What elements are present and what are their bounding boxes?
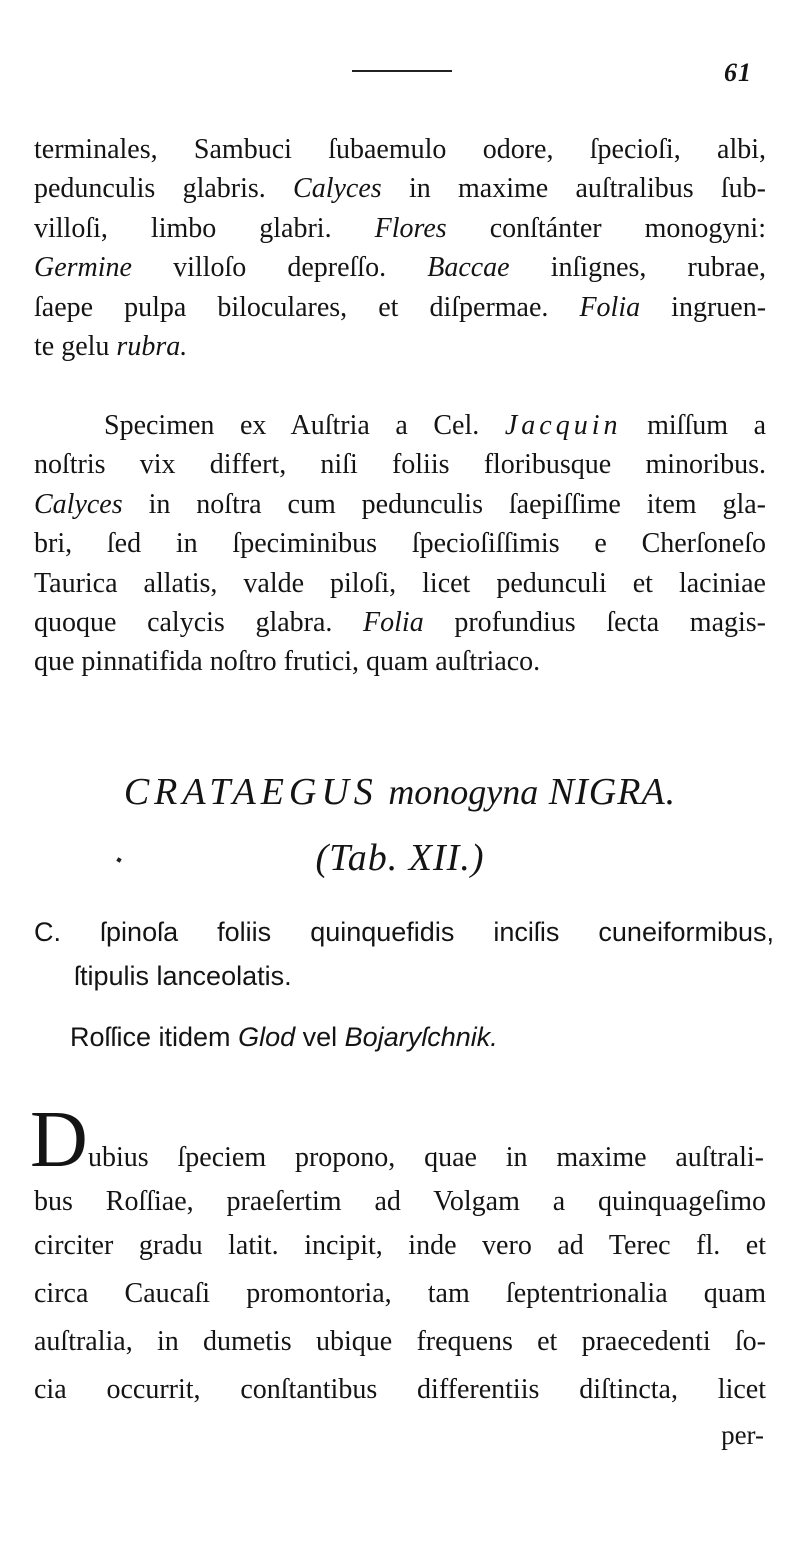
vernacular-names: Roſſice itidem Glod vel Bojaryſchnik.	[70, 1022, 498, 1052]
text-line: cia occurrit, conſtantibus differentiis diſtincta, licet	[34, 1374, 766, 1405]
text-line: C. ſpinoſa foliis quinquefidis inciſis cuneiformibus,	[34, 917, 774, 947]
catchword: per-	[721, 1420, 764, 1450]
page-number: 61	[724, 58, 752, 87]
text-line: circiter gradu latit. incipit, inde vero ad Terec fl. et	[34, 1230, 766, 1261]
text-line: bri, ſed in ſpeciminibus ſpecioſiſſimis e Cherſoneſo	[34, 528, 766, 560]
text-line: pedunculis glabris. Calyces in maxime auſtralibus ſub-	[34, 173, 766, 205]
text-line: ſaepe pulpa biloculares, et diſpermae. Folia ingruen-	[34, 291, 767, 323]
paragraph-description	[34, 130, 766, 366]
text-line: villoſi, limbo glabri. Flores conſtánter monogyni:	[34, 212, 766, 244]
text-line: circa Caucaſi promontoria, tam ſeptentrionalia quam	[34, 1278, 766, 1309]
plate-reference: (Tab. XII.)	[315, 837, 485, 879]
paragraph-specimen	[34, 406, 766, 682]
header-rule	[352, 70, 452, 72]
text-line: terminales, Sambuci ſubaemulo odore, ſpecioſi, albi,	[34, 134, 766, 165]
paragraph-dubius	[34, 1182, 766, 1414]
text-line: auſtralia, in dumetis ubique frequens et praecedenti ſo-	[34, 1326, 766, 1357]
text-line: ubius ſpeciem propono, quae in maxime auſtrali-	[88, 1142, 764, 1173]
species-heading: CRATAEGUS monogyna NIGRA.	[123, 771, 677, 813]
text-line: Taurica allatis, valde piloſi, licet pedunculi et laciniae	[34, 567, 766, 599]
text-line: ſtipulis lanceolatis.	[74, 961, 292, 991]
text-line: noſtris vix differt, niſi foliis floribusque minoribus.	[34, 449, 766, 481]
paragraph-dubius-first	[88, 1138, 764, 1177]
diagnosis	[34, 910, 774, 998]
text-line: Germine villoſo depreſſo. Baccae inſignes, rubrae,	[34, 252, 767, 284]
text-line: bus Roſſiae, praeſertim ad Volgam a quinquageſimo	[34, 1186, 766, 1217]
drop-cap: D	[30, 1096, 88, 1184]
text-line: te gelu rubra.	[34, 331, 188, 363]
text-line: quoque calycis glabra. Folia profundius ſecta magis-	[34, 607, 767, 639]
text-line: Calyces in noſtra cum pedunculis ſaepiſſime item gla-	[34, 488, 766, 520]
text-line: Specimen ex Auſtria a Cel. Jacquin miſſum a	[104, 410, 767, 441]
text-line: que pinnatifida noſtro frutici, quam auſtriaco.	[34, 646, 541, 678]
